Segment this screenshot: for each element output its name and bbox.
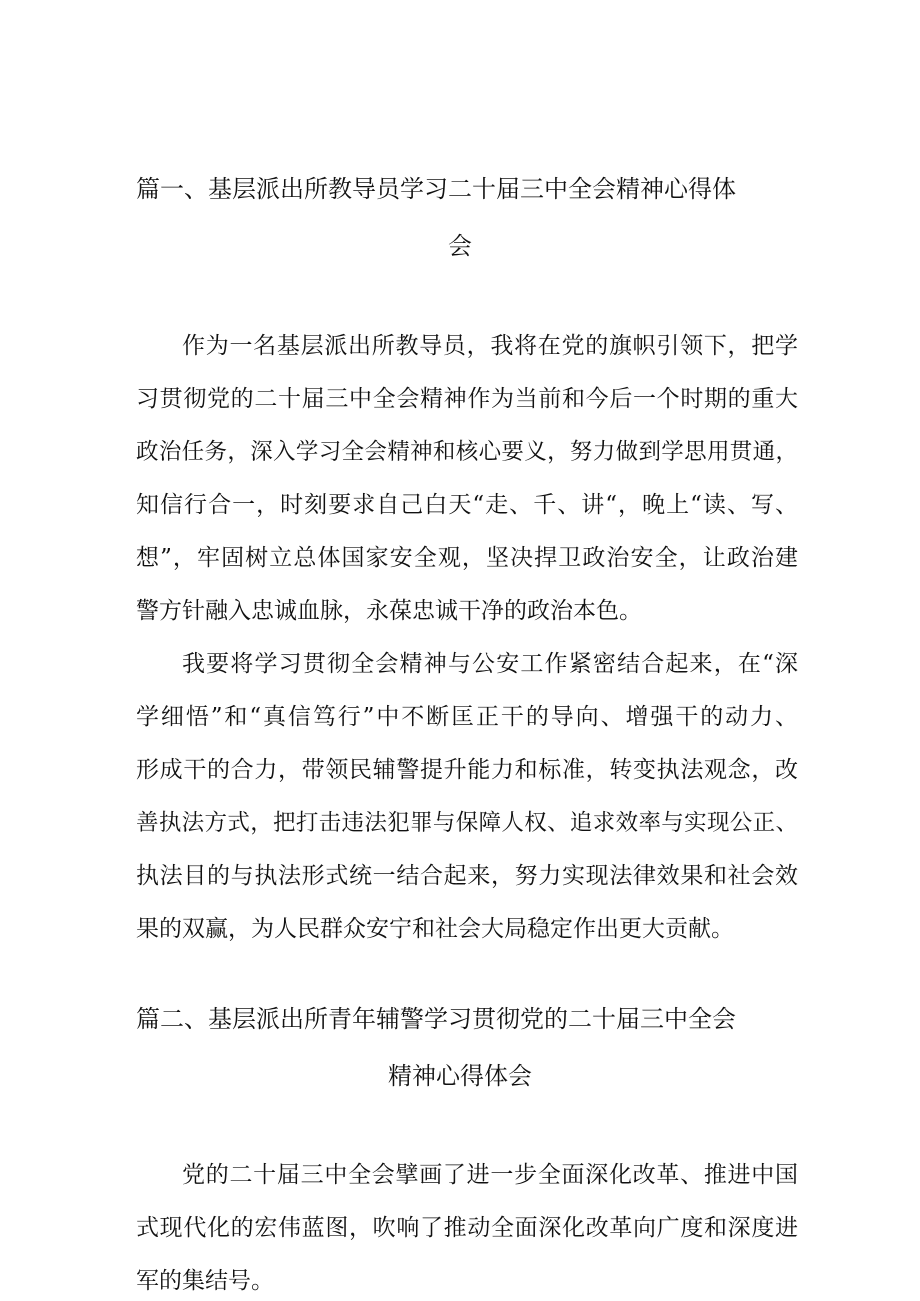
section-title-line: 篇一、基层派出所教导员学习二十届三中全会精神心得体 xyxy=(136,175,736,203)
paragraph-line: 式现代化的宏伟蓝图，吹响了推动全面深化改革向广度和深度进 xyxy=(136,1215,798,1241)
paragraph-line: 党的二十届三中全会擘画了进一步全面深化改革、推进中国 xyxy=(182,1162,798,1188)
section-title-line: 精神心得体会 xyxy=(388,1062,532,1090)
paragraph-line: 警方针融入忠诚血脉，永葆忠诚干净的政治本色。 xyxy=(136,598,642,624)
paragraph-line: 作为一名基层派出所教导员，我将在党的旗帜引领下，把学 xyxy=(182,333,798,359)
paragraph-line: 政治任务，深入学习全会精神和核心要义，努力做到学思用贯通， xyxy=(136,439,798,465)
paragraph-line: 果的双赢，为人民群众安宁和社会大局稳定作出更大贡献。 xyxy=(136,916,734,942)
paragraph-line: 想”，牢固树立总体国家安全观，坚决捍卫政治安全，让政治建 xyxy=(136,545,798,571)
paragraph-line: 学细悟”和“真信笃行”中不断匡正干的导向、增强干的动力、 xyxy=(136,704,798,730)
section-title-line: 篇二、基层派出所青年辅警学习贯彻党的二十届三中全会 xyxy=(136,1005,736,1033)
section-title-line: 会 xyxy=(448,232,472,260)
paragraph-line: 习贯彻党的二十届三中全会精神作为当前和今后一个时期的重大 xyxy=(136,386,798,412)
paragraph-line: 军的集结号。 xyxy=(136,1268,274,1294)
paragraph-line: 善执法方式，把打击违法犯罪与保障人权、追求效率与实现公正、 xyxy=(136,810,798,836)
paragraph-line: 知信行合一，时刻要求自己白天“走、千、讲“，晚上“读、写、 xyxy=(136,492,798,518)
paragraph-line: 我要将学习贯彻全会精神与公安工作紧密结合起来，在“深 xyxy=(182,651,798,677)
paragraph-line: 执法目的与执法形式统一结合起来，努力实现法律效果和社会效 xyxy=(136,863,798,889)
paragraph-line: 形成干的合力，带领民辅警提升能力和标准，转变执法观念，改 xyxy=(136,757,798,783)
